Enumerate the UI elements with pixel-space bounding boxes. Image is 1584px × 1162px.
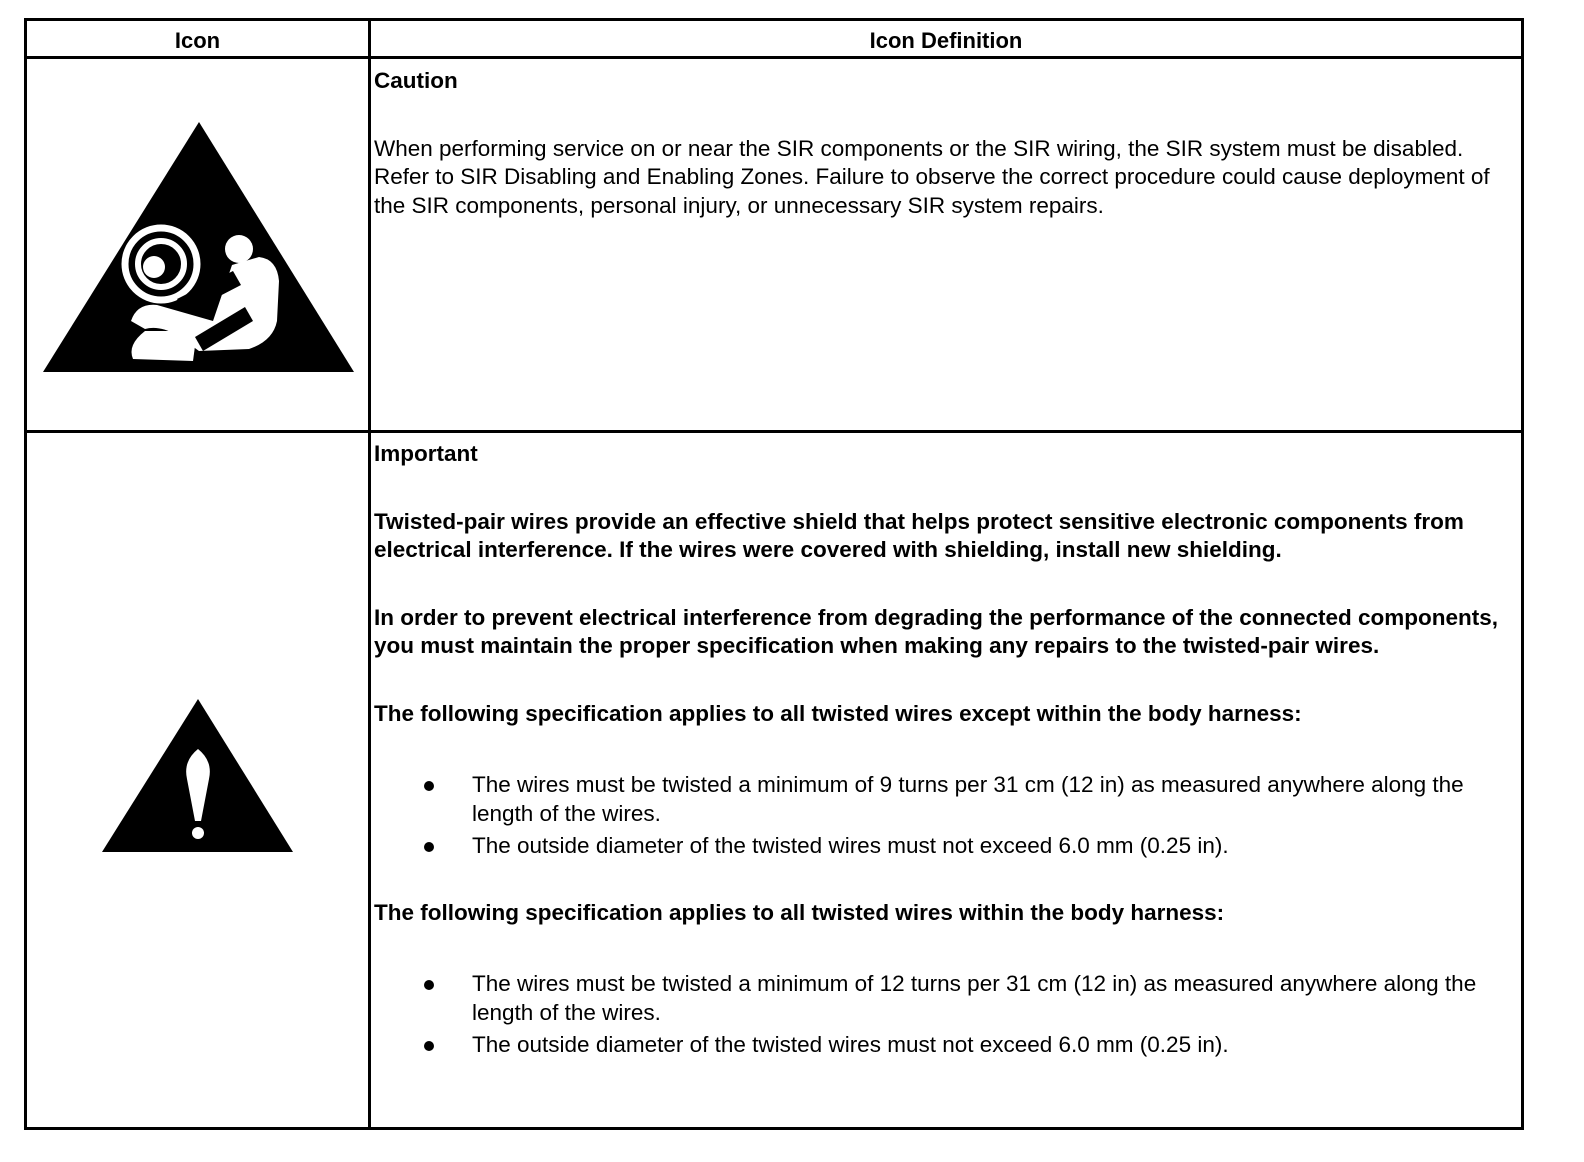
spec-heading: The following specification applies to all twisted wires within the body harness:	[374, 899, 1225, 925]
bullet-text: The outside diameter of the twisted wires must not exceed 6.0 mm (0.25 in).	[472, 833, 1229, 858]
header-icon-definition: Icon Definition	[869, 28, 1023, 53]
icon-definition-table	[24, 18, 1524, 1130]
list-item	[374, 970, 1515, 1027]
important-title: Important	[374, 441, 478, 466]
spec-bullet-list	[374, 970, 1515, 1060]
table-row-important	[27, 433, 1521, 1127]
table-header-row	[27, 21, 1521, 59]
table-row-caution	[27, 59, 1521, 433]
list-item	[374, 1031, 1515, 1060]
bullet-icon	[424, 781, 434, 791]
caution-paragraph: When performing service on or near the SIR components or the SIR wiring, the SIR system must be disabled. Refer to SIR Disabling and Enabling Zones. Failure to observe the correct procedure could cause deployment of the SIR components, personal injury, or unnecessary SIR system repairs.	[374, 135, 1490, 218]
definition-cell	[374, 433, 1515, 1127]
caution-title: Caution	[374, 68, 458, 93]
bullet-text: The wires must be twisted a minimum of 12 turns per 31 cm (12 in) as measured anywhere along the length of the wires.	[472, 971, 1477, 1025]
bullet-icon	[424, 1041, 434, 1051]
important-paragraph: Twisted-pair wires provide an effective shield that helps protect sensitive electronic components from electrical interference. If the wires were covered with shielding, install new shielding.	[374, 508, 1464, 562]
bullet-text: The outside diameter of the twisted wires must not exceed 6.0 mm (0.25 in).	[472, 1032, 1229, 1057]
header-icon: Icon	[174, 28, 221, 53]
exclamation-warning-icon	[27, 433, 368, 1133]
important-paragraph: In order to prevent electrical interference from degrading the performance of the connected components, you must maintain the proper specification when making any repairs to the twisted-pair wires.	[374, 604, 1498, 658]
bullet-text: The wires must be twisted a minimum of 9 turns per 31 cm (12 in) as measured anywhere along the length of the wires.	[472, 772, 1464, 826]
sir-airbag-warning-icon	[27, 59, 368, 431]
bullet-icon	[424, 842, 434, 852]
spec-bullet-list	[374, 771, 1515, 861]
icon-cell	[27, 59, 368, 430]
bullet-icon	[424, 980, 434, 990]
icon-cell	[27, 433, 368, 1127]
list-item	[374, 832, 1515, 861]
list-item	[374, 771, 1515, 828]
spec-heading: The following specification applies to all twisted wires except within the body harness:	[374, 700, 1302, 726]
definition-cell	[374, 59, 1515, 430]
